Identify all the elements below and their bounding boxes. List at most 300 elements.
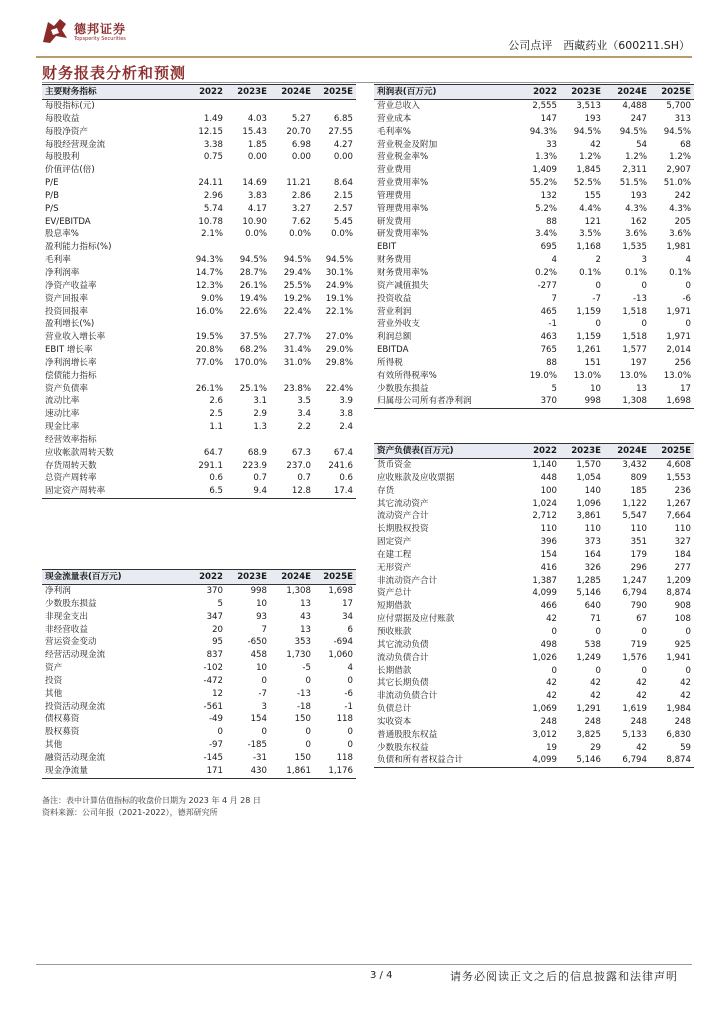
row-label: 每股净资产 <box>45 126 88 137</box>
cell-value: 13 <box>300 624 311 635</box>
cell-value <box>226 434 270 447</box>
cell-value <box>270 370 314 383</box>
table-row <box>374 216 694 229</box>
cell-value: 448 <box>540 472 557 483</box>
cell-value: 150 <box>294 714 311 725</box>
cell-value: 22.6% <box>239 306 267 317</box>
cell-value: 3.9 <box>339 396 353 407</box>
cell-value: 193 <box>630 190 647 201</box>
cell-value <box>226 100 270 113</box>
cell-value: 0.1% <box>669 267 691 278</box>
cell-value: 10.90 <box>242 216 267 227</box>
row-label: 资产总计 <box>377 588 412 599</box>
cell-value: 1,518 <box>622 332 647 343</box>
cell-value <box>314 100 356 113</box>
cell-value: 19.1% <box>325 293 353 304</box>
cell-value: 370 <box>206 586 223 596</box>
cell-value: 93 <box>256 611 267 622</box>
cash-flow-table <box>42 569 356 779</box>
cell-value: 1,024 <box>532 498 557 509</box>
cell-value <box>314 370 356 383</box>
table-row <box>42 395 356 408</box>
cell-value: 6.98 <box>291 139 311 150</box>
cell-value: 465 <box>540 306 557 317</box>
cell-value: 4,608 <box>666 460 691 470</box>
cell-value: 2.96 <box>203 190 223 201</box>
row-label: 研发费用 <box>377 216 412 227</box>
cell-value: 0 <box>685 626 691 637</box>
table-row <box>42 370 356 383</box>
cell-value: 154 <box>540 549 557 560</box>
table-row <box>42 662 356 675</box>
cell-value: 2,555 <box>532 101 557 111</box>
table-row <box>42 598 356 611</box>
row-label: 在建工程 <box>377 549 412 560</box>
cell-value: 313 <box>674 113 691 124</box>
cell-value: 118 <box>336 752 353 763</box>
cell-value: -13 <box>632 293 647 304</box>
table-row <box>374 536 694 549</box>
cell-value: 0.00 <box>247 152 267 163</box>
cell-value: 0 <box>595 626 601 637</box>
cell-value: 1,576 <box>622 652 647 663</box>
row-label: 其他 <box>45 740 63 751</box>
row-label: 其它流动负债 <box>377 639 429 650</box>
cell-value: 22.4% <box>325 383 353 394</box>
cell-value: 6 <box>347 624 353 635</box>
cell-value: 1,698 <box>650 395 694 408</box>
cell-value: -185 <box>247 740 267 751</box>
cell-value: 4.4% <box>579 203 601 214</box>
cell-value: 223.9 <box>242 460 267 471</box>
cell-value: 11.21 <box>286 178 311 189</box>
cell-value: 6.5 <box>182 485 226 498</box>
row-label: 股息率% <box>45 229 79 240</box>
row-label: 股权募资 <box>45 727 80 738</box>
cell-value: -1 <box>548 319 557 330</box>
cell-value: 3.27 <box>291 203 311 214</box>
year-header: 2022 <box>516 85 560 100</box>
row-label: 短期借款 <box>377 601 412 612</box>
table-title: 资产负债表(百万元) <box>374 444 516 459</box>
cell-value: 28.7% <box>239 267 267 278</box>
row-label: 资产 <box>45 663 63 674</box>
cell-value: 5,700 <box>666 101 691 111</box>
table-row <box>374 523 694 536</box>
row-label: 应收账款及应收票据 <box>377 472 455 483</box>
table-row <box>42 408 356 421</box>
page-header <box>36 14 692 64</box>
cell-value: 1,168 <box>576 242 601 253</box>
cell-value: 2.4 <box>339 422 353 433</box>
cell-value: 1.49 <box>203 113 223 124</box>
year-header: 2023E <box>560 444 604 459</box>
cell-value: 1,267 <box>666 498 691 509</box>
cell-value: 347 <box>206 611 223 622</box>
table-row <box>42 383 356 396</box>
table-title: 利润表(百万元) <box>374 85 516 100</box>
table-row <box>42 344 356 357</box>
cell-value: 0 <box>685 665 691 676</box>
cell-value: 24.11 <box>198 178 223 189</box>
table-row <box>42 318 356 331</box>
cell-value: 1,518 <box>622 306 647 317</box>
cell-value: 1,026 <box>532 652 557 663</box>
cell-value: 0 <box>347 740 353 751</box>
row-label: 负债和所有者权益合计 <box>374 754 516 767</box>
section-divider <box>42 82 690 83</box>
page-number: 3 / 4 <box>370 970 393 981</box>
table-notes <box>42 795 261 818</box>
cell-value <box>314 318 356 331</box>
table-row <box>42 752 356 765</box>
cell-value: 29.8% <box>325 357 353 368</box>
cell-value <box>270 434 314 447</box>
logo-text-cn: 德邦证券 <box>74 22 127 36</box>
table-row <box>374 177 694 190</box>
cell-value: -694 <box>333 637 353 648</box>
table-row <box>374 395 694 408</box>
cell-value <box>226 164 270 177</box>
row-label: 货币资金 <box>377 460 412 470</box>
year-header: 2025E <box>650 85 694 100</box>
cell-value <box>314 164 356 177</box>
table-row <box>374 652 694 665</box>
cell-value: 51.5% <box>619 178 647 189</box>
cell-value: 3.1 <box>253 396 267 407</box>
cell-value: 100 <box>540 485 557 496</box>
row-label: 经营活动现金流 <box>45 650 106 661</box>
cell-value: -6 <box>682 293 691 304</box>
row-label: P/B <box>45 190 59 201</box>
cell-value: 5 <box>217 598 223 609</box>
cell-value: 19 <box>546 742 557 753</box>
cell-value: 4.27 <box>333 139 353 150</box>
cell-value: 1,159 <box>576 306 601 317</box>
cell-value: 6,794 <box>604 754 650 767</box>
cell-value: 29.0% <box>325 345 353 356</box>
cell-value: 197 <box>630 357 647 368</box>
cell-value: 121 <box>584 216 601 227</box>
cell-value: 24.9% <box>325 280 353 291</box>
table-row <box>42 726 356 739</box>
cell-value: 1,247 <box>622 575 647 586</box>
cell-value: 3 <box>261 701 267 712</box>
cell-value: 1,308 <box>286 586 311 596</box>
cell-value: 416 <box>540 562 557 573</box>
cell-value: 43 <box>300 611 311 622</box>
cell-value: 42 <box>546 614 557 625</box>
cell-value: 26.1% <box>239 280 267 291</box>
cell-value: 150 <box>294 752 311 763</box>
row-label: 非流动资产合计 <box>377 575 438 586</box>
cell-value: -102 <box>203 663 223 674</box>
report-type-title: 公司点评 西藏药业（600211.SH） <box>508 39 690 52</box>
cell-value: 37.5% <box>239 332 267 343</box>
cell-value: 719 <box>630 639 647 650</box>
cell-value: 3,861 <box>576 511 601 522</box>
table-row <box>42 126 356 139</box>
cell-value <box>270 318 314 331</box>
cell-value: 0.6 <box>209 473 223 484</box>
row-label: 存货 <box>377 485 395 496</box>
cell-value: 42 <box>680 678 691 689</box>
cell-value: 1,941 <box>666 652 691 663</box>
cell-value: 5,146 <box>576 588 601 599</box>
table-row <box>42 331 356 344</box>
cell-value: 94.5% <box>619 126 647 137</box>
cell-value: 10.78 <box>198 216 223 227</box>
row-label: 债权募资 <box>45 714 80 725</box>
table-row <box>42 472 356 485</box>
table-row <box>42 485 356 498</box>
table-row <box>374 639 694 652</box>
cell-value: 908 <box>674 601 691 612</box>
cell-value: 94.5% <box>573 126 601 137</box>
table-row <box>42 280 356 293</box>
cell-value: -97 <box>208 740 223 751</box>
cell-value: 27.55 <box>328 126 353 137</box>
cell-value: 1,069 <box>532 704 557 715</box>
cell-value: 1.85 <box>247 139 267 150</box>
row-label: 实收资本 <box>377 716 412 727</box>
cell-value: 3.5 <box>297 396 311 407</box>
row-label: EV/EBITDA <box>45 216 91 227</box>
cell-value <box>182 164 226 177</box>
cell-value: 236 <box>674 485 691 496</box>
table-row <box>374 164 694 177</box>
table-row <box>42 216 356 229</box>
table-row <box>374 472 694 485</box>
cell-value: 1,054 <box>576 472 601 483</box>
cell-value: 1,981 <box>666 242 691 253</box>
cell-value <box>182 318 226 331</box>
cell-value: 94.5% <box>239 255 267 266</box>
cell-value: 0.7 <box>297 473 311 484</box>
cell-value: 4,488 <box>622 101 647 111</box>
cell-value: 3,825 <box>576 729 601 740</box>
row-label: 预收账款 <box>377 626 412 637</box>
table-row <box>374 151 694 164</box>
cell-value: 162 <box>630 216 647 227</box>
cell-value: 42 <box>636 691 647 702</box>
table-row <box>374 331 694 344</box>
table-row <box>374 344 694 357</box>
row-label: 资产负债率 <box>45 383 88 394</box>
row-label: 经营效率指标 <box>45 434 97 445</box>
cell-value: 31.4% <box>283 345 311 356</box>
table-row <box>374 716 694 729</box>
cell-value: 2.2 <box>297 422 311 433</box>
cell-value: 4 <box>685 255 691 266</box>
cell-value: 1,698 <box>328 586 353 596</box>
row-label: 资产回报率 <box>45 293 88 304</box>
table-row <box>42 177 356 190</box>
cell-value: 30.1% <box>325 267 353 278</box>
cell-value: 59 <box>680 742 691 753</box>
table-row <box>42 241 356 254</box>
cell-value: 6,830 <box>666 729 691 740</box>
cell-value: 151 <box>584 357 601 368</box>
table-row <box>42 421 356 434</box>
row-label: 营业利润 <box>377 306 412 317</box>
row-label: 流动比率 <box>45 396 80 407</box>
cell-value: -561 <box>203 701 223 712</box>
cell-value: -5 <box>302 663 311 674</box>
row-label: 所得税 <box>377 357 403 368</box>
cell-value: 1,122 <box>622 498 647 509</box>
table-row <box>374 370 694 383</box>
table-row <box>42 254 356 267</box>
cell-value: 3.4% <box>535 229 557 240</box>
cell-value: 3.83 <box>247 190 267 201</box>
cell-value: 248 <box>540 716 557 727</box>
cell-value: 12.8 <box>270 485 314 498</box>
cell-value: 42 <box>590 678 601 689</box>
cell-value: 7,664 <box>666 511 691 522</box>
row-label: 管理费用 <box>377 190 412 201</box>
cell-value: 4 <box>347 663 353 674</box>
table-row <box>42 447 356 460</box>
cell-value: 7.62 <box>291 216 311 227</box>
cell-value: 1.3 <box>253 422 267 433</box>
cell-value: 0 <box>305 740 311 751</box>
table-row <box>42 228 356 241</box>
cell-value: 248 <box>674 716 691 727</box>
cell-value <box>182 100 226 113</box>
row-label: 管理费用率% <box>377 203 429 214</box>
cell-value: 3,513 <box>576 101 601 111</box>
year-header: 2024E <box>604 85 650 100</box>
cell-value: 0 <box>347 727 353 738</box>
row-label: 流动负债合计 <box>377 652 429 663</box>
table-row <box>374 139 694 152</box>
cell-value: 13.0% <box>663 370 691 381</box>
row-label: 研发费用率% <box>377 229 429 240</box>
row-label: 每股股利 <box>45 152 80 163</box>
cell-value: 241.6 <box>328 460 353 471</box>
cell-value: 15.43 <box>242 126 267 137</box>
section-title: 财务报表分析和预测 <box>42 64 187 82</box>
note-data-source: 资料来源：公司年报（2021-2022），德邦研究所 <box>42 807 218 817</box>
cell-value: 1,730 <box>286 650 311 661</box>
table-row <box>374 754 694 767</box>
cell-value: 2.5 <box>209 409 223 420</box>
cell-value: -650 <box>247 637 267 648</box>
cell-value: 765 <box>540 345 557 356</box>
row-label: 长期借款 <box>377 665 412 676</box>
row-label: 价值评估(倍) <box>45 165 95 176</box>
cell-value: 0.00 <box>333 152 353 163</box>
table-row <box>374 485 694 498</box>
cell-value: 164 <box>584 549 601 560</box>
table-row <box>42 357 356 370</box>
cell-value: 33 <box>546 139 557 150</box>
cell-value: 68.2% <box>239 345 267 356</box>
cell-value: 5,547 <box>622 511 647 522</box>
cell-value <box>270 164 314 177</box>
cell-value: 185 <box>630 485 647 496</box>
row-label: 净利润增长率 <box>45 357 97 368</box>
cell-value: 2.57 <box>333 203 353 214</box>
row-label: 少数股东损益 <box>377 383 429 394</box>
cell-value: -472 <box>203 675 223 686</box>
cell-value: 140 <box>584 485 601 496</box>
cell-value: 16.0% <box>195 306 223 317</box>
cell-value: 110 <box>674 524 691 535</box>
row-label: 固定资产 <box>377 537 412 548</box>
row-label: 盈利增长(%) <box>45 319 95 330</box>
row-label: 每股经营现金流 <box>45 139 106 150</box>
cell-value: 4 <box>551 255 557 266</box>
row-label: 营业费用 <box>377 165 412 176</box>
cell-value: -277 <box>537 280 557 291</box>
cell-value: 1,535 <box>622 242 647 253</box>
cell-value: 132 <box>540 190 557 201</box>
cell-value: 291.1 <box>198 460 223 471</box>
table-row <box>374 459 694 472</box>
row-label: 净利润率 <box>45 267 80 278</box>
year-header: 2023E <box>226 570 270 585</box>
year-header: 2024E <box>270 85 314 100</box>
year-header: 2024E <box>604 444 650 459</box>
row-label: 少数股东损益 <box>45 598 97 609</box>
table-row <box>374 113 694 126</box>
cell-value <box>182 241 226 254</box>
table-row <box>374 100 694 113</box>
table-title: 主要财务指标 <box>42 85 182 100</box>
year-header: 2023E <box>560 85 604 100</box>
cell-value: -31 <box>252 752 267 763</box>
row-label: 投资 <box>45 675 63 686</box>
cell-value: 205 <box>674 216 691 227</box>
cell-value: 2 <box>595 255 601 266</box>
cell-value: 1,308 <box>604 395 650 408</box>
cell-value: 1.2% <box>669 152 691 163</box>
cell-value: -145 <box>203 752 223 763</box>
cell-value: 9.0% <box>201 293 223 304</box>
cell-value: 809 <box>630 472 647 483</box>
cell-value: 14.7% <box>195 267 223 278</box>
row-label: 毛利率% <box>377 126 411 137</box>
cell-value: 7 <box>551 293 557 304</box>
cell-value: 4.3% <box>625 203 647 214</box>
cell-value: 373 <box>584 537 601 548</box>
cell-value: 0 <box>595 319 601 330</box>
cell-value: 7 <box>261 624 267 635</box>
cell-value: 3.6% <box>669 229 691 240</box>
cell-value: 29.4% <box>283 267 311 278</box>
cell-value: 0 <box>261 727 267 738</box>
cell-value: 42 <box>636 678 647 689</box>
cell-value: 22.4% <box>283 306 311 317</box>
cell-value: 8,874 <box>650 754 694 767</box>
row-label: 归属母公司所有者净利润 <box>374 395 516 408</box>
table-row <box>42 190 356 203</box>
table-row <box>42 611 356 624</box>
cell-value: 1,619 <box>622 704 647 715</box>
cell-value: 0 <box>305 675 311 686</box>
cell-value: 0.0% <box>331 229 353 240</box>
table-header-row <box>374 85 694 100</box>
row-label: 现金净流量 <box>42 765 182 778</box>
table-header-row <box>42 570 356 585</box>
row-label: 存货周转天数 <box>45 460 97 471</box>
row-label: 速动比率 <box>45 409 80 420</box>
cell-value: 22.1% <box>325 306 353 317</box>
cell-value: 12 <box>212 688 223 699</box>
table-row <box>42 100 356 113</box>
